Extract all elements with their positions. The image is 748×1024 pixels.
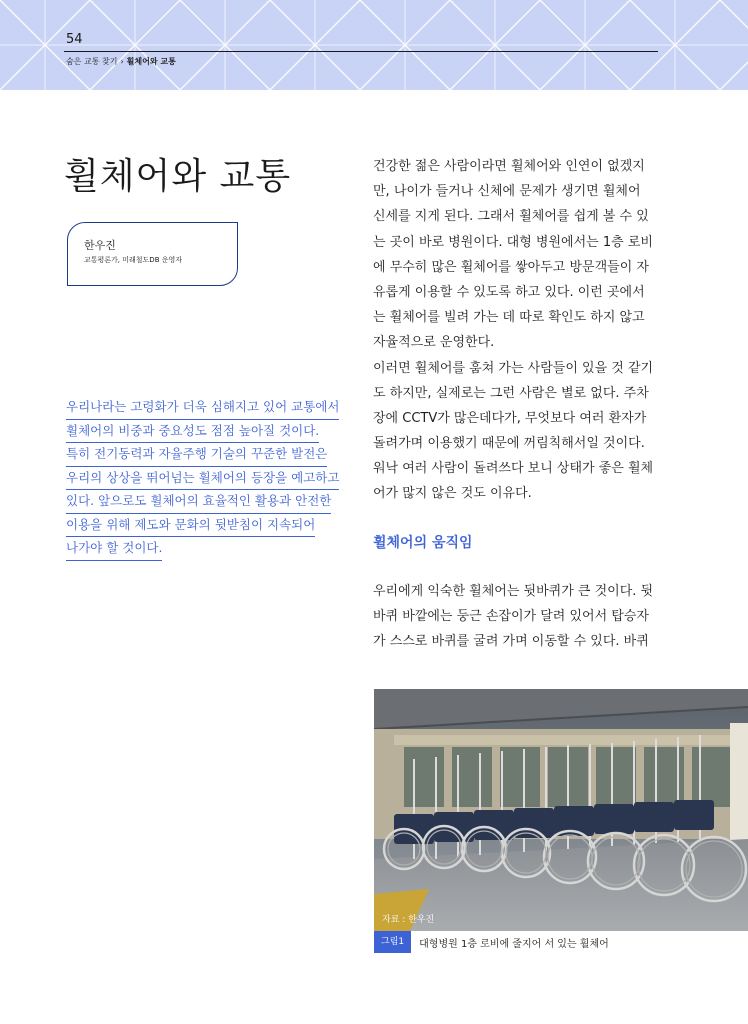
body-line: 만, 나이가 들거나 신체에 문제가 생기면 휠체어 [373, 184, 641, 200]
body-text [373, 154, 661, 507]
figure-label: 그림1 [374, 931, 411, 953]
breadcrumb-current: 휠체어와 교통 [126, 57, 176, 66]
breadcrumb-separator: › [120, 57, 124, 66]
body-line: 장에 CCTV가 많은데다가, 무엇보다 여러 환자가 [373, 410, 647, 426]
pull-quote-line: 특히 전기동력과 자율주행 기술의 꾸준한 발전은 [66, 443, 327, 467]
body-line: 는 휠체어를 빌려 가는 데 따로 확인도 하지 않고 [373, 310, 645, 326]
section-subheading: 휠체어의 움직임 [373, 535, 473, 551]
wheelchair-lobby-illustration [374, 689, 748, 931]
pull-quote-line: 우리의 상상을 뛰어넘는 휠체어의 등장을 예고하고 [66, 467, 339, 491]
author-box [67, 222, 238, 286]
caption-text: 대형병원 1층 로비에 줄지어 서 있는 휠체어 [419, 938, 609, 950]
breadcrumb [66, 56, 176, 67]
body-line: 돌려가며 이용했기 때문에 꺼림칙해서일 것이다. [373, 436, 645, 452]
header-rule [64, 51, 658, 52]
pull-quote-line: 이용을 위해 제도와 문화의 뒷받침이 지속되어 [66, 514, 315, 538]
photo-credit: 자료 : 한우진 [382, 915, 435, 925]
body-line: 도 하지만, 실제로는 그런 사람은 별로 없다. 주차 [373, 385, 649, 401]
figure-caption [374, 931, 609, 953]
body-line: 유롭게 이용할 수 있도록 하고 있다. 이런 곳에서 [373, 284, 645, 300]
body-text-2 [373, 579, 661, 655]
body-line: 어가 많지 않은 것도 이유다. [373, 486, 532, 502]
body-line: 바퀴 바깥에는 둥근 손잡이가 달려 있어서 탑승자 [373, 609, 649, 625]
body-line: 건강한 젊은 사람이라면 휠체어와 인연이 없겠지 [373, 159, 645, 174]
header-band [0, 0, 748, 90]
body-line: 워낙 여러 사람이 돌려쓰다 보니 상태가 좋은 휠체 [373, 461, 654, 477]
page-number: 54 [66, 32, 83, 47]
author-name: 한우진 [84, 239, 116, 252]
body-line: 자율적으로 운영한다. [373, 335, 495, 351]
body-line: 에 무수히 많은 휠체어를 쌓아두고 방문객들이 자 [373, 259, 649, 275]
body-line: 신세를 지게 된다. 그래서 휠체어를 쉽게 볼 수 있 [373, 209, 649, 225]
pull-quote-line: 있다. 앞으로도 휠체어의 효율적인 활용과 안전한 [66, 490, 331, 514]
body-line: 우리에게 익숙한 휠체어는 뒷바퀴가 큰 것이다. 뒷 [373, 584, 654, 599]
article-title: 휠체어와 교통 [64, 156, 292, 197]
wheelchair-photo [374, 689, 748, 931]
pull-quote-line: 나가야 할 것이다. [66, 537, 162, 561]
body-line: 이러면 휠체어를 훔쳐 가는 사람들이 있을 것 같기 [373, 360, 654, 376]
body-line: 가 스스로 바퀴를 굴려 가며 이동할 수 있다. 바퀴 [373, 634, 649, 650]
pull-quote-line: 우리나라는 고령화가 더욱 심해지고 있어 교통에서 [66, 396, 339, 420]
author-role: 교통평론가, 미래철도DB 운영자 [84, 256, 183, 264]
geometric-pattern [0, 0, 748, 90]
breadcrumb-section: 숨은 교통 찾기 [66, 57, 118, 66]
pull-quote [66, 396, 341, 561]
pull-quote-line: 휠체어의 비중과 중요성도 점점 높아질 것이다. [66, 420, 319, 444]
body-line: 는 곳이 바로 병원이다. 대형 병원에서는 1층 로비 [373, 234, 653, 250]
